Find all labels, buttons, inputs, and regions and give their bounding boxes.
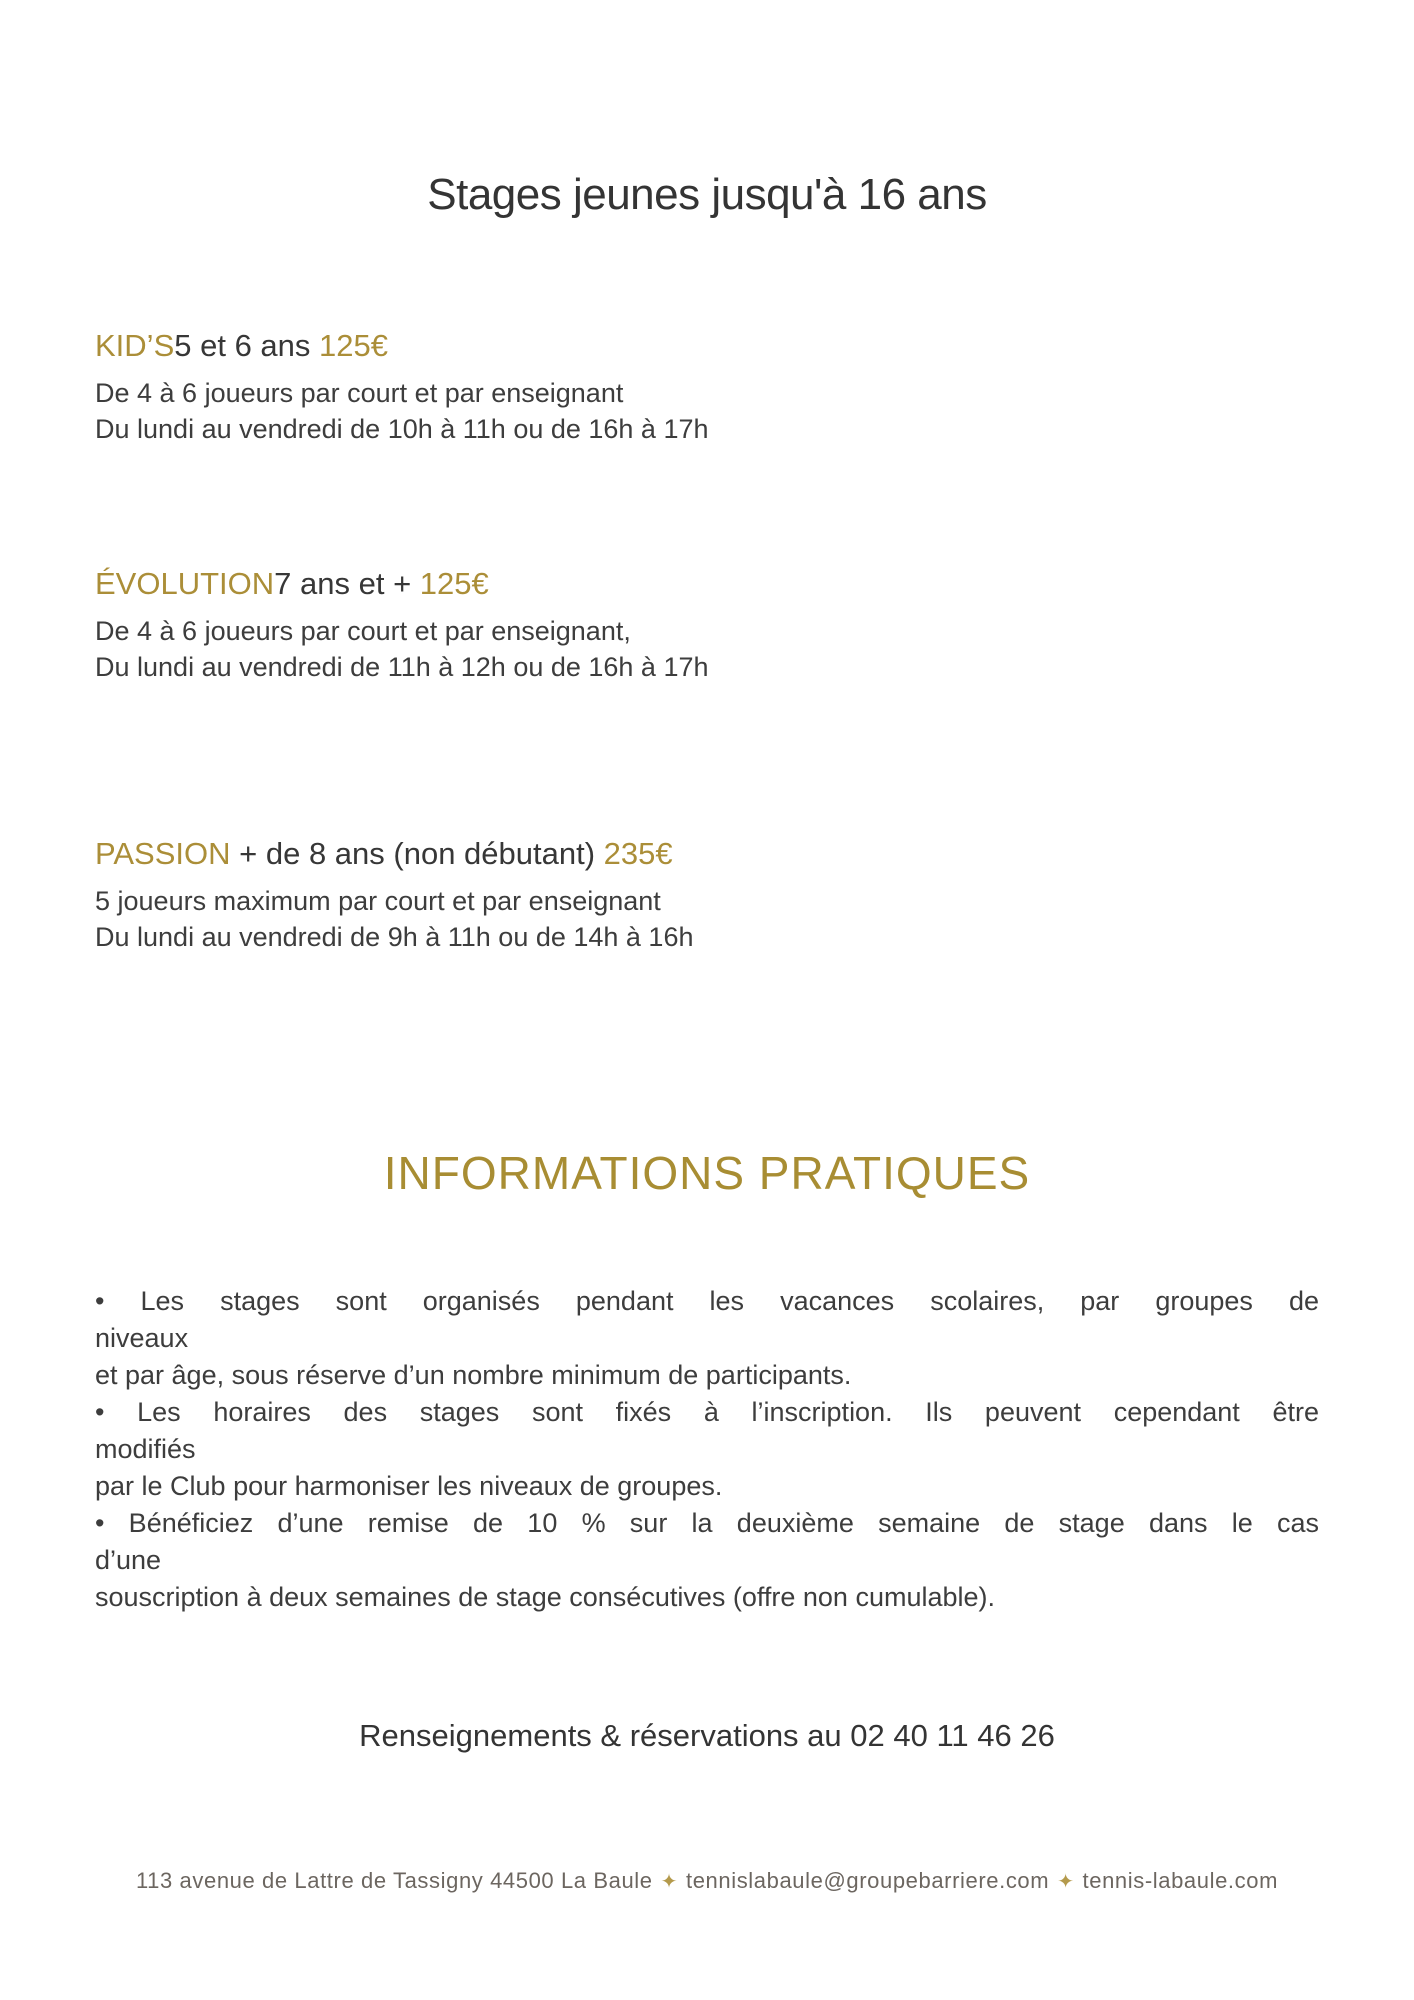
stage-description-line: De 4 à 6 joueurs par court et par enseignant: [95, 378, 624, 408]
contact-line: Renseignements & réservations au 02 40 11 46 26: [359, 1718, 1055, 1753]
info-line: par le Club pour harmoniser les niveaux de groupes.: [95, 1471, 723, 1501]
info-line: d’une: [95, 1545, 162, 1575]
info-line: souscription à deux semaines de stage consécutives (offre non cumulable).: [95, 1582, 996, 1612]
footer-email: tennislabaule@groupebarriere.com: [686, 1868, 1050, 1893]
stage-price: 125€: [319, 328, 388, 363]
stage-detail: 5 et 6 ans: [174, 328, 320, 363]
practical-info-title: INFORMATIONS PRATIQUES: [383, 1147, 1031, 1199]
footer: [0, 1868, 1414, 1894]
stage-name: ÉVOLUTION: [95, 566, 275, 601]
stage-name: PASSION: [95, 836, 231, 871]
practical-info-text: [95, 1283, 1319, 1616]
stage-description-line: De 4 à 6 joueurs par court et par enseignant,: [95, 616, 631, 646]
stage-heading: [95, 563, 1320, 605]
stage-description-line: Du lundi au vendredi de 10h à 11h ou de 16h à 17h: [95, 414, 709, 444]
stage-price: 235€: [603, 836, 673, 871]
info-line: • Les stages sont organisés pendant les vacances scolaires, par groupes de: [95, 1286, 1319, 1316]
star-icon: ✦: [660, 1871, 678, 1893]
info-line: • Bénéficiez d’une remise de 10 % sur la deuxième semaine de stage dans le cas: [95, 1508, 1319, 1538]
footer-website: tennis-labaule.com: [1082, 1868, 1279, 1893]
stage-section-kids: [95, 325, 1320, 447]
page-title: Stages jeunes jusqu'à 16 ans: [427, 170, 987, 219]
info-line: niveaux: [95, 1323, 189, 1353]
stage-price: 125€: [419, 566, 489, 601]
stage-name: KID’S: [95, 328, 175, 363]
stage-description-line: Du lundi au vendredi de 9h à 11h ou de 14h à 16h: [95, 922, 694, 952]
stage-description-line: 5 joueurs maximum par court et par enseignant: [95, 886, 661, 916]
stage-description-line: Du lundi au vendredi de 11h à 12h ou de 16h à 17h: [95, 652, 709, 682]
footer-address: 113 avenue de Lattre de Tassigny 44500 La Baule: [135, 1868, 653, 1893]
stage-detail: + de 8 ans (non débutant): [230, 836, 604, 871]
star-icon: ✦: [1057, 1871, 1075, 1893]
info-line: modifiés: [95, 1434, 196, 1464]
stage-detail: 7 ans et +: [274, 566, 420, 601]
stage-section-passion: [95, 833, 1320, 955]
info-line: et par âge, sous réserve d’un nombre minimum de participants.: [95, 1360, 852, 1390]
info-line: • Les horaires des stages sont fixés à l’inscription. Ils peuvent cependant être: [95, 1397, 1319, 1427]
stage-section-evolution: [95, 563, 1320, 685]
stage-heading: [95, 833, 1320, 875]
stage-heading: [95, 325, 1320, 367]
